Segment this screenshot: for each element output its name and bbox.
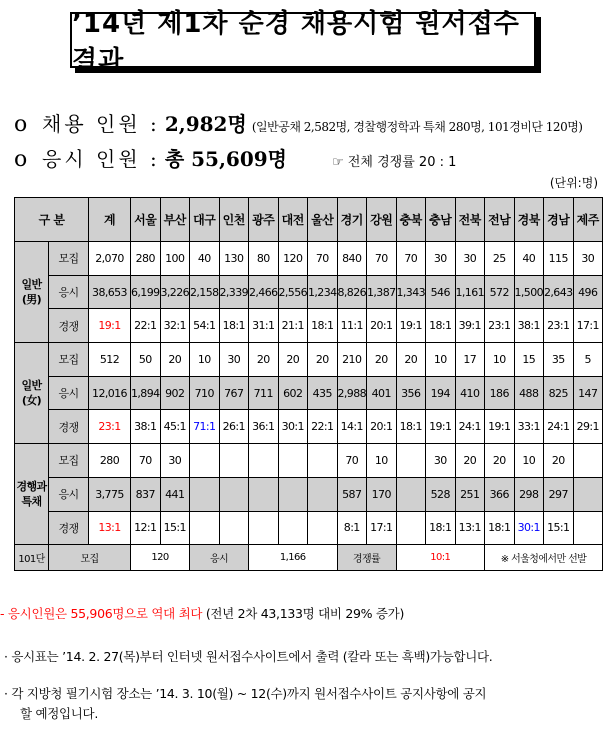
- table-cell: 280: [89, 444, 131, 478]
- table-cell: 1,234: [308, 275, 338, 309]
- table-cell: 70: [396, 242, 426, 276]
- table-cell: 18:1: [308, 309, 338, 343]
- column-header: 강원: [367, 198, 397, 242]
- table-cell: 587: [337, 477, 367, 511]
- table-cell: 840: [337, 242, 367, 276]
- table-cell: [219, 477, 249, 511]
- table-cell: 38:1: [131, 410, 161, 444]
- table-cell: 170: [367, 477, 397, 511]
- table-cell: 13:1: [455, 511, 485, 545]
- table-cell: [396, 511, 426, 545]
- table-cell: 10: [485, 343, 515, 377]
- table-cell: 10: [426, 343, 456, 377]
- row-label: 응시: [49, 477, 89, 511]
- table-cell: [573, 511, 603, 545]
- table-cell: 572: [485, 275, 515, 309]
- table-cell: 70: [131, 444, 161, 478]
- table-row: [15, 410, 603, 444]
- table-cell: 30: [426, 444, 456, 478]
- page-title: ’14년 제1차 순경 채용시험 원서접수 결과: [70, 12, 536, 68]
- table-cell: 39:1: [455, 309, 485, 343]
- table-cell: 100: [160, 242, 190, 276]
- recruit-summary: [14, 108, 582, 137]
- table-row-101: [15, 545, 603, 571]
- table-cell: [219, 511, 249, 545]
- table-cell: 10: [514, 444, 544, 478]
- corner-label: 구 분: [15, 198, 89, 242]
- table-cell: 70: [308, 242, 338, 276]
- table-cell: 20: [485, 444, 515, 478]
- table-cell: 36:1: [249, 410, 279, 444]
- table-cell: [308, 444, 338, 478]
- table-cell: 401: [367, 376, 397, 410]
- table-cell: 26:1: [219, 410, 249, 444]
- table-cell: 2,158: [190, 275, 220, 309]
- table-cell: 35: [544, 343, 574, 377]
- group-label: 일반 (女): [15, 343, 49, 444]
- table-cell: 18:1: [219, 309, 249, 343]
- table-cell: 837: [131, 477, 161, 511]
- table-cell: 30: [426, 242, 456, 276]
- note-record-highlight: 응시인원은 55,906명으로 역대 최다: [7, 606, 203, 621]
- table-cell: 24:1: [455, 410, 485, 444]
- table-cell: 711: [249, 376, 279, 410]
- table-cell: 5: [573, 343, 603, 377]
- table-cell: 251: [455, 477, 485, 511]
- column-header: 서울: [131, 198, 161, 242]
- table-cell: 1,500: [514, 275, 544, 309]
- table-cell: 546: [426, 275, 456, 309]
- table-cell: 12,016: [89, 376, 131, 410]
- column-header: 인천: [219, 198, 249, 242]
- table-cell: [190, 477, 220, 511]
- recruit-value: 2,982명: [164, 112, 247, 136]
- table-cell: 280: [131, 242, 161, 276]
- table-cell: 18:1: [485, 511, 515, 545]
- group-label: 경행과 특채: [15, 444, 49, 545]
- table-cell: [249, 444, 279, 478]
- table-cell: 32:1: [160, 309, 190, 343]
- table-cell: 20: [160, 343, 190, 377]
- table-cell: 80: [249, 242, 279, 276]
- table-cell: 194: [426, 376, 456, 410]
- column-header: 대구: [190, 198, 220, 242]
- note-dash: -: [0, 606, 8, 621]
- column-header: 경북: [514, 198, 544, 242]
- table-cell: 3,775: [89, 477, 131, 511]
- note-record: [0, 604, 404, 622]
- table-cell: 1,387: [367, 275, 397, 309]
- table-cell: 23:1: [544, 309, 574, 343]
- row-label: 응시: [49, 376, 89, 410]
- table-row: [15, 511, 603, 545]
- table-cell: 22:1: [308, 410, 338, 444]
- table-cell: 70: [367, 242, 397, 276]
- table-cell: 10: [190, 343, 220, 377]
- group-label: 101단: [15, 545, 49, 571]
- recruit-label: 채용 인원 :: [42, 112, 160, 136]
- table-cell: 20: [396, 343, 426, 377]
- table-cell: 17:1: [367, 511, 397, 545]
- applicant-label: 응시 인원 :: [42, 147, 160, 171]
- table-cell: 21:1: [278, 309, 308, 343]
- table-row: [15, 343, 603, 377]
- table-cell: 1,894: [131, 376, 161, 410]
- table-cell: 20: [308, 343, 338, 377]
- column-header: 충남: [426, 198, 456, 242]
- bullet-icon: o: [14, 112, 28, 137]
- table-cell: 115: [544, 242, 574, 276]
- bullet-icon: o: [14, 147, 28, 172]
- table-cell: 298: [514, 477, 544, 511]
- table-cell: 23:1: [485, 309, 515, 343]
- table-cell: 14:1: [337, 410, 367, 444]
- column-header: 전남: [485, 198, 515, 242]
- table-cell: 40: [514, 242, 544, 276]
- table-cell: 23:1: [89, 410, 131, 444]
- table-cell: 19:1: [426, 410, 456, 444]
- row-label: 응시: [49, 275, 89, 309]
- table-row: [15, 477, 603, 511]
- table-cell: [396, 477, 426, 511]
- table-cell: 902: [160, 376, 190, 410]
- table-cell: 441: [160, 477, 190, 511]
- table-cell: 20:1: [367, 309, 397, 343]
- table-cell: 31:1: [249, 309, 279, 343]
- table-cell: [278, 477, 308, 511]
- table-cell: 20: [249, 343, 279, 377]
- table-cell: 45:1: [160, 410, 190, 444]
- row-label: 경쟁: [49, 511, 89, 545]
- table-cell: 38,653: [89, 275, 131, 309]
- table-cell: 13:1: [89, 511, 131, 545]
- table-cell: 20:1: [367, 410, 397, 444]
- note-record-rest: (전년 2차 43,133명 대비 29% 증가): [202, 606, 405, 621]
- table-cell: 147: [573, 376, 603, 410]
- table-cell: 2,556: [278, 275, 308, 309]
- row-label: 모집: [49, 343, 89, 377]
- applicant-value: 총 55,609명: [164, 147, 287, 171]
- table-cell: 366: [485, 477, 515, 511]
- table-cell: [573, 477, 603, 511]
- table-cell: 38:1: [514, 309, 544, 343]
- table-cell: 496: [573, 275, 603, 309]
- table-cell: 54:1: [190, 309, 220, 343]
- table-cell: 15: [514, 343, 544, 377]
- table-cell: 25: [485, 242, 515, 276]
- table-cell: 2,988: [337, 376, 367, 410]
- row-label: 모집: [49, 444, 89, 478]
- table-cell: 71:1: [190, 410, 220, 444]
- table-cell: 30: [219, 343, 249, 377]
- recruit-note: (일반공채 2,582명, 경찰행정학과 특채 280명, 101경비단 120명): [251, 120, 583, 134]
- table-cell: 130: [219, 242, 249, 276]
- column-header: 계: [89, 198, 131, 242]
- table-cell: 767: [219, 376, 249, 410]
- table-cell: 20: [367, 343, 397, 377]
- table-cell: 24:1: [544, 410, 574, 444]
- table-cell: 1,166: [249, 545, 338, 571]
- table-cell: 10:1: [396, 545, 485, 571]
- table-cell: 33:1: [514, 410, 544, 444]
- table-cell: [249, 511, 279, 545]
- table-cell: 40: [190, 242, 220, 276]
- table-row: [15, 242, 603, 276]
- table-row: [15, 444, 603, 478]
- table-cell: [219, 444, 249, 478]
- column-header: 충북: [396, 198, 426, 242]
- column-header: 경남: [544, 198, 574, 242]
- table-cell: 18:1: [396, 410, 426, 444]
- table-cell: 50: [131, 343, 161, 377]
- table-cell: 17:1: [573, 309, 603, 343]
- table-cell: 11:1: [337, 309, 367, 343]
- table-cell: [308, 511, 338, 545]
- table-row: [15, 376, 603, 410]
- table-cell: 435: [308, 376, 338, 410]
- column-header: 경기: [337, 198, 367, 242]
- table-cell: 186: [485, 376, 515, 410]
- group-label: 일반 (男): [15, 242, 49, 343]
- table-cell: 19:1: [396, 309, 426, 343]
- table-cell: 210: [337, 343, 367, 377]
- table-cell: [278, 444, 308, 478]
- table-cell: 356: [396, 376, 426, 410]
- table-cell: 2,339: [219, 275, 249, 309]
- table-cell: 18:1: [426, 511, 456, 545]
- table-cell: [278, 511, 308, 545]
- table-cell: 15:1: [160, 511, 190, 545]
- table-cell: [308, 477, 338, 511]
- table-cell: 825: [544, 376, 574, 410]
- table-cell: 22:1: [131, 309, 161, 343]
- table-cell: 20: [455, 444, 485, 478]
- table-cell: 410: [455, 376, 485, 410]
- table-cell: 30:1: [514, 511, 544, 545]
- table-cell: 2,643: [544, 275, 574, 309]
- table-cell: [190, 511, 220, 545]
- table-cell: 3,226: [160, 275, 190, 309]
- table-cell: 10: [367, 444, 397, 478]
- table-cell: 15:1: [544, 511, 574, 545]
- applicant-summary: [14, 143, 456, 172]
- table-note: ※ 서울청에서만 선발: [485, 545, 603, 571]
- table-cell: 70: [337, 444, 367, 478]
- unit-label: (단위:명): [549, 176, 598, 190]
- table-row: [15, 275, 603, 309]
- table-cell: 19:1: [485, 410, 515, 444]
- table-cell: 297: [544, 477, 574, 511]
- note-exam-venue-cont: 할 예정입니다.: [20, 706, 98, 721]
- row-label: 모집: [49, 242, 89, 276]
- table-cell: 20: [544, 444, 574, 478]
- column-header: 부산: [160, 198, 190, 242]
- table-cell: 12:1: [131, 511, 161, 545]
- table-cell: 710: [190, 376, 220, 410]
- table-cell: 30:1: [278, 410, 308, 444]
- table-cell: 1,161: [455, 275, 485, 309]
- column-header: 울산: [308, 198, 338, 242]
- table-cell: 2,466: [249, 275, 279, 309]
- table-cell: 30: [573, 242, 603, 276]
- table-cell: 512: [89, 343, 131, 377]
- row-label: 경쟁: [49, 309, 89, 343]
- table-cell: [190, 444, 220, 478]
- table-cell: [573, 444, 603, 478]
- row-label: 응시: [190, 545, 249, 571]
- row-label: 경쟁: [49, 410, 89, 444]
- table-cell: 30: [160, 444, 190, 478]
- table-cell: [396, 444, 426, 478]
- column-header: 전북: [455, 198, 485, 242]
- table-cell: 2,070: [89, 242, 131, 276]
- table-cell: 120: [278, 242, 308, 276]
- table-cell: 8,826: [337, 275, 367, 309]
- table-cell: 29:1: [573, 410, 603, 444]
- column-header: 광주: [249, 198, 279, 242]
- table-cell: 17: [455, 343, 485, 377]
- table-cell: 528: [426, 477, 456, 511]
- note-admission-ticket: · 응시표는 ’14. 2. 27(목)부터 인터넷 원서접수사이트에서 출력 (칼라 또는 흑백)가능합니다.: [4, 649, 493, 664]
- table-cell: 6,199: [131, 275, 161, 309]
- table-cell: 20: [278, 343, 308, 377]
- table-row: [15, 309, 603, 343]
- overall-ratio: ☞ 전체 경쟁률 20 : 1: [332, 155, 457, 170]
- table-cell: 8:1: [337, 511, 367, 545]
- column-header: 대전: [278, 198, 308, 242]
- table-cell: 488: [514, 376, 544, 410]
- table-cell: 1,343: [396, 275, 426, 309]
- row-label: 경쟁률: [337, 545, 396, 571]
- table-cell: 602: [278, 376, 308, 410]
- note-exam-venue: · 각 지방청 필기시험 장소는 ’14. 3. 10(월) ~ 12(수)까지 원서접수사이트 공지사항에 공지: [4, 686, 487, 701]
- table-cell: 18:1: [426, 309, 456, 343]
- table-cell: 120: [131, 545, 190, 571]
- row-label: 모집: [49, 545, 131, 571]
- results-table: [14, 197, 603, 571]
- table-cell: [249, 477, 279, 511]
- column-header: 제주: [573, 198, 603, 242]
- table-cell: 19:1: [89, 309, 131, 343]
- table-cell: 30: [455, 242, 485, 276]
